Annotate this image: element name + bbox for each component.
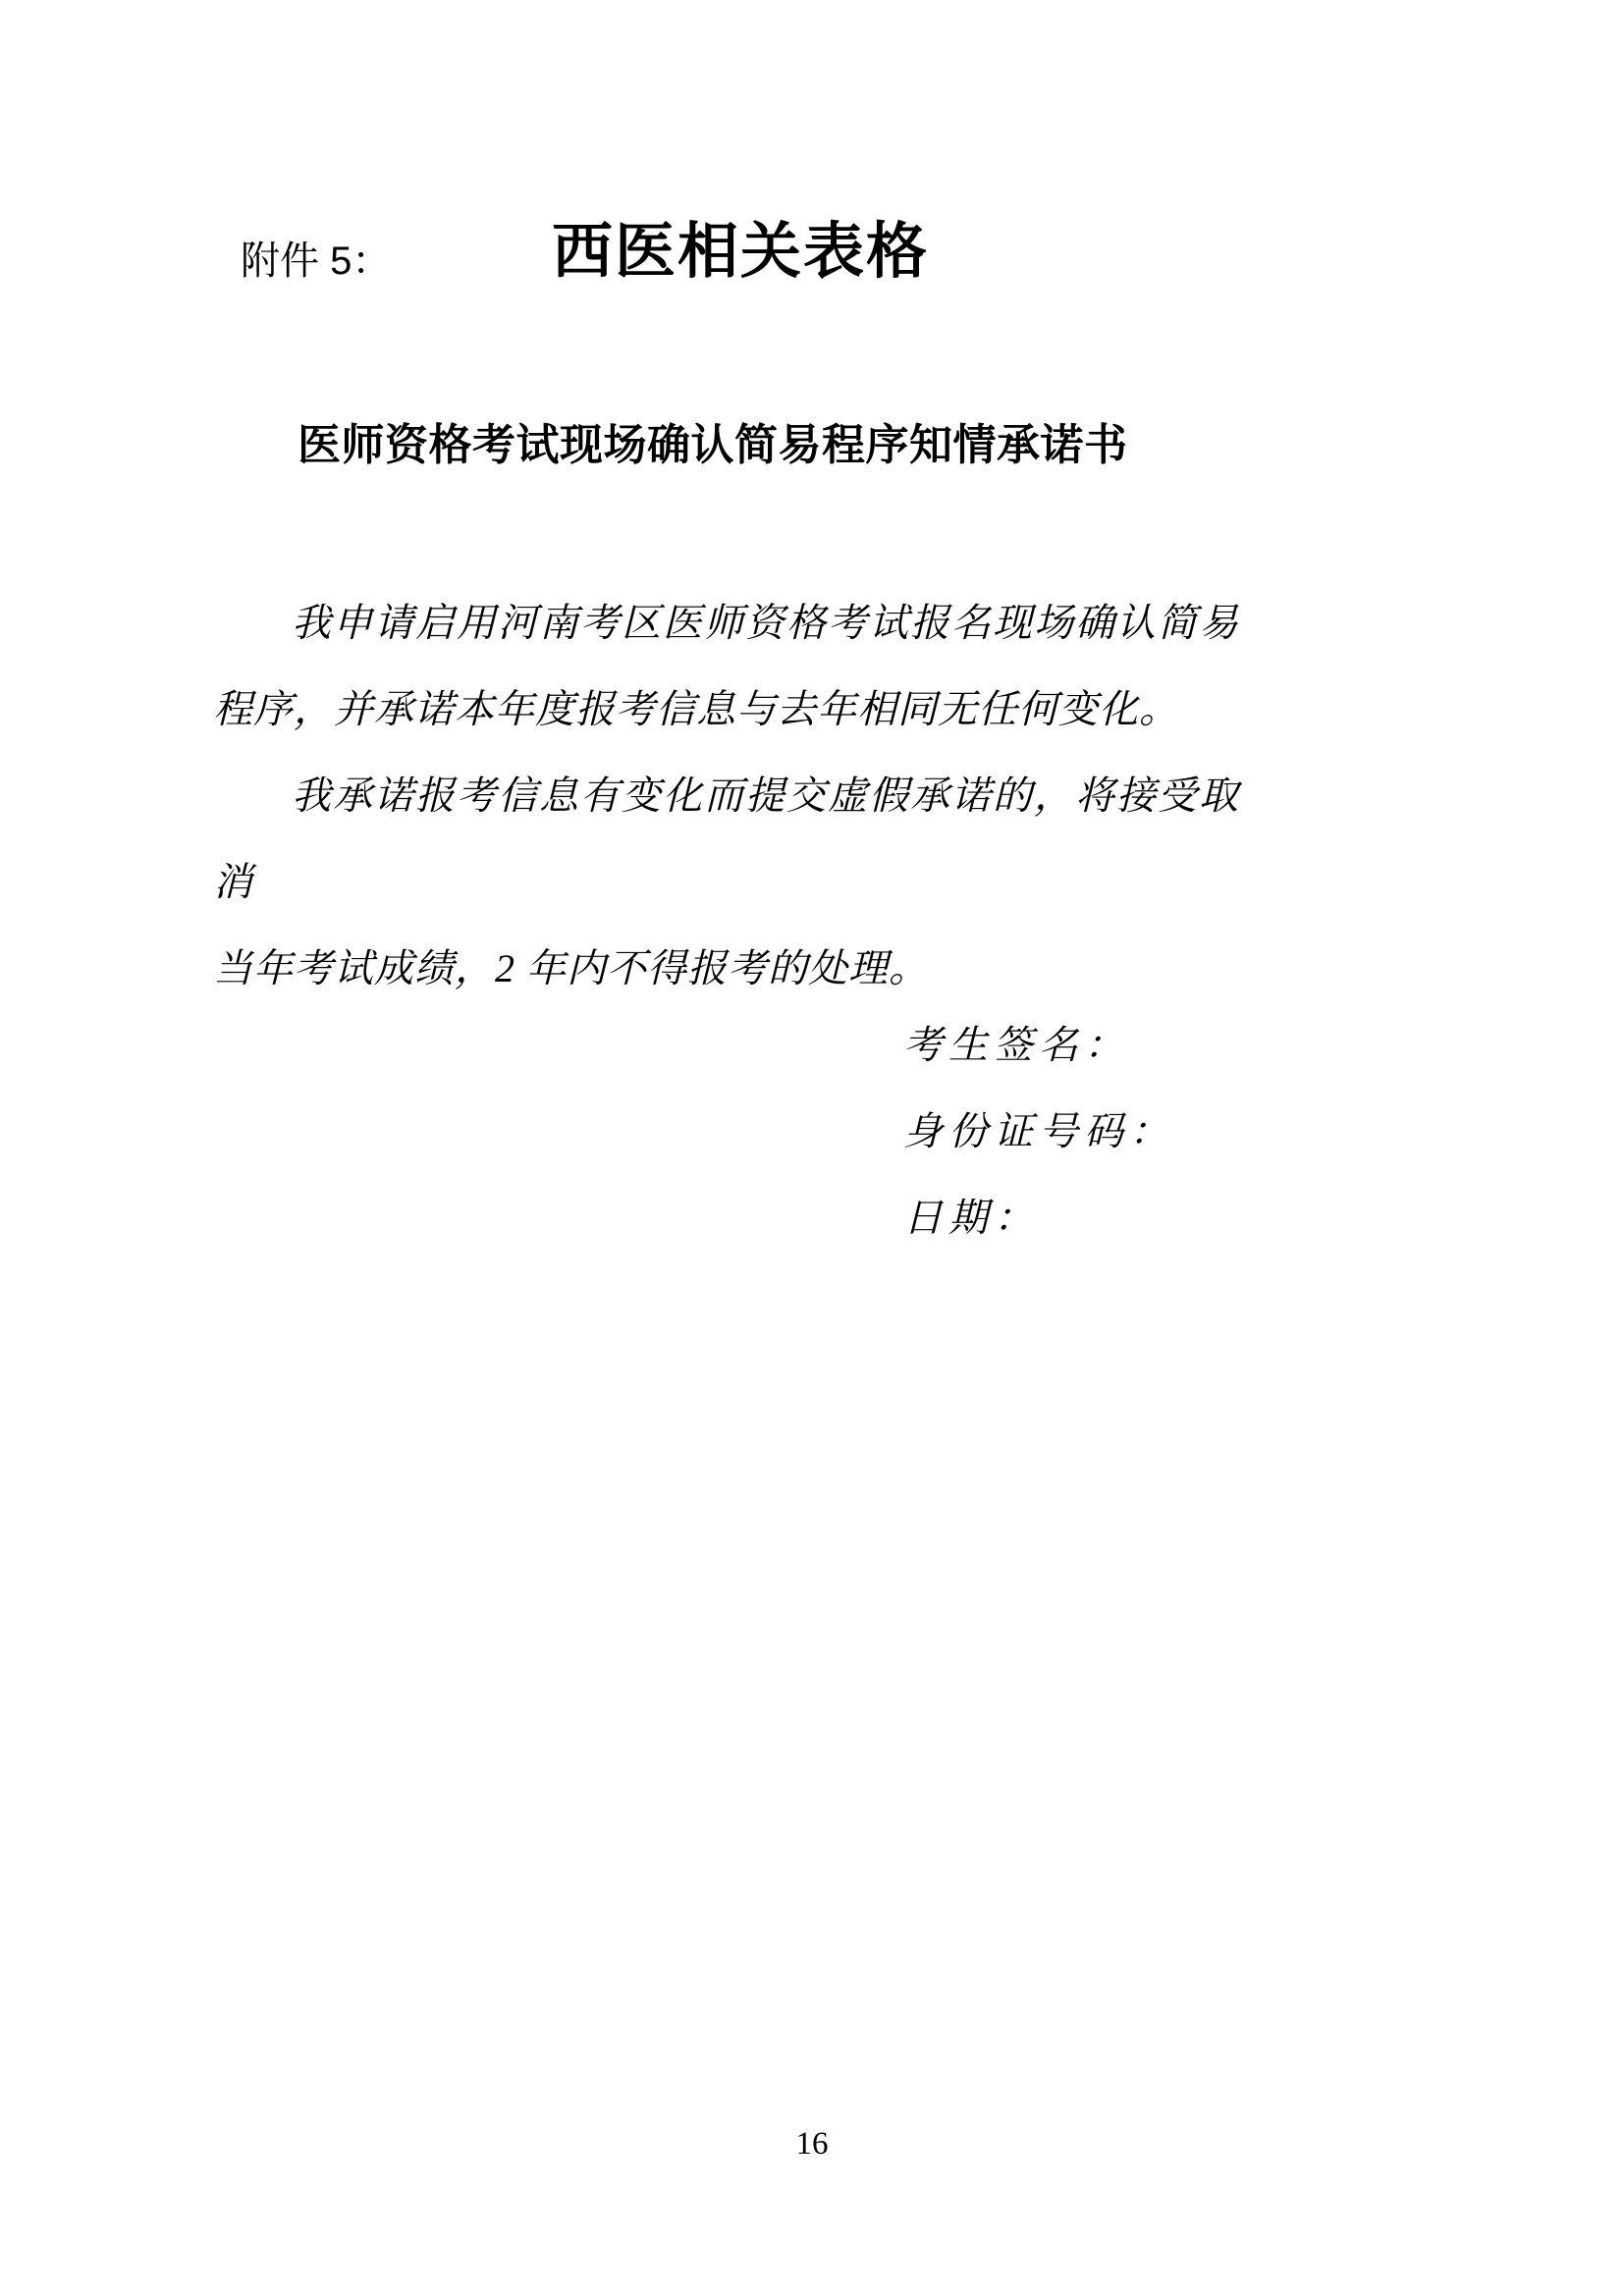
signer-name-label: 考生签名：	[903, 1023, 1129, 1067]
paragraph1-line2: 程序，并承诺本年度报考信息与去年相同无任何变化。	[213, 687, 1179, 731]
attachment-label: 附件 5：	[241, 240, 392, 283]
paragraph2-line1: 我承诺报考信息有变化而提交虚假承诺的，将接受取消	[213, 774, 1239, 904]
page-number: 16	[795, 2126, 829, 2162]
document-title: 西医相关表格	[552, 219, 930, 286]
document-subtitle: 医师资格考试现场确认简易程序知情承诺书	[298, 421, 1128, 469]
date-label: 日期：	[903, 1196, 1039, 1240]
paragraph1-line1: 我申请启用河南考区医师资格考试报名现场确认简易	[292, 601, 1239, 645]
paragraph2-line2: 当年考试成绩，2 年内不得报考的处理。	[213, 946, 929, 990]
id-number-label: 身份证号码：	[903, 1109, 1174, 1153]
document-body	[213, 580, 1239, 1012]
signature-block	[903, 1002, 1174, 1261]
